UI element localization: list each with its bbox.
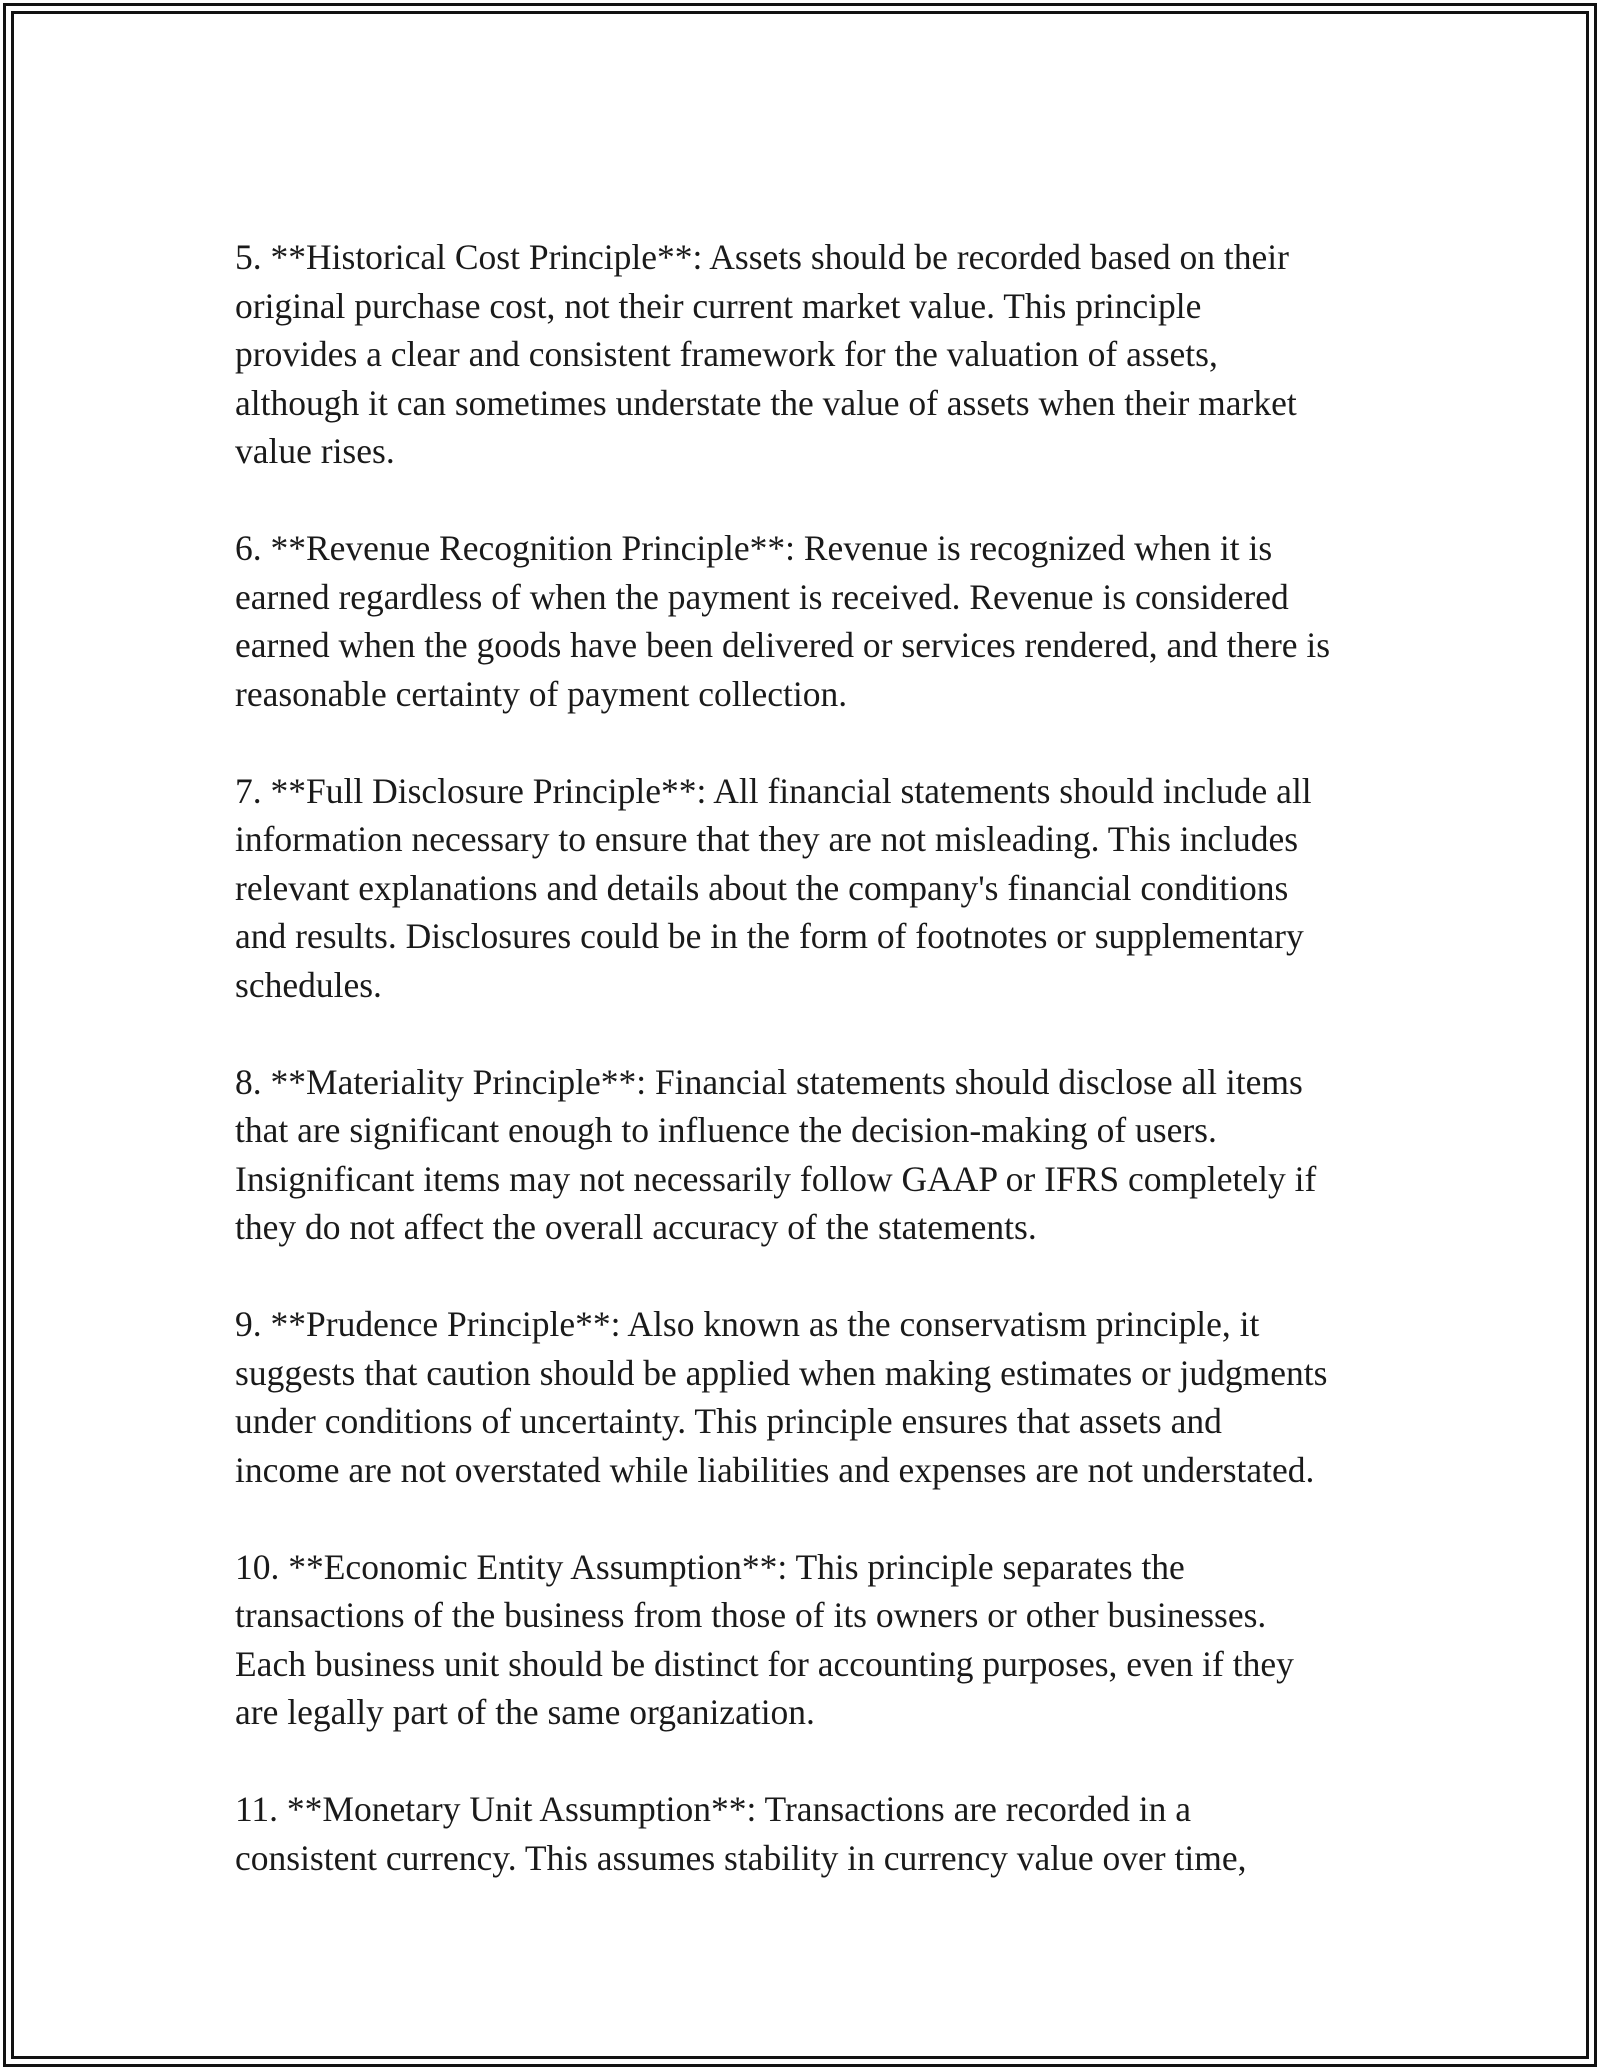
paragraph-full-disclosure (235, 767, 1375, 1010)
text-line: information necessary to ensure that they are not misleading. This includes (235, 819, 1299, 859)
text-line: that are significant enough to influence the decision-making of users. (235, 1110, 1217, 1150)
text-line: 7. **Full Disclosure Principle**: All financial statements should include all (235, 770, 1312, 811)
text-line: transactions of the business from those of its owners or other businesses. (235, 1595, 1267, 1635)
document-body (235, 233, 1375, 1931)
text-line: suggests that caution should be applied when making estimates or judgments (235, 1352, 1328, 1393)
text-line: provides a clear and consistent framework for the valuation of assets, (235, 334, 1218, 374)
paragraph-revenue-recognition (235, 524, 1375, 718)
paragraph-economic-entity (235, 1543, 1375, 1737)
text-line: income are not overstated while liabilities and expenses are not understated. (235, 1449, 1315, 1490)
text-line: Each business unit should be distinct for accounting purposes, even if they (235, 1643, 1294, 1684)
text-line: relevant explanations and details about the company's financial conditions (235, 867, 1289, 908)
text-line: 5. **Historical Cost Principle**: Assets should be recorded based on their (235, 237, 1289, 277)
text-line: reasonable certainty of payment collection. (235, 673, 848, 714)
text-line: under conditions of uncertainty. This principle ensures that assets and (235, 1401, 1222, 1441)
paragraph-monetary-unit (235, 1785, 1375, 1882)
text-line: and results. Disclosures could be in the form of footnotes or supplementary (235, 916, 1304, 956)
text-line: schedules. (235, 964, 382, 1005)
text-line: value rises. (235, 431, 395, 471)
text-line: earned when the goods have been delivered or services rendered, and there is (235, 625, 1331, 665)
text-line: consistent currency. This assumes stability in currency value over time, (235, 1837, 1247, 1878)
paragraph-prudence (235, 1300, 1375, 1494)
text-line: original purchase cost, not their current market value. This principle (235, 285, 1202, 326)
text-line: 10. **Economic Entity Assumption**: This principle separates the (235, 1546, 1185, 1587)
paragraph-materiality (235, 1058, 1375, 1252)
text-line: earned regardless of when the payment is received. Revenue is considered (235, 576, 1289, 617)
text-line: 9. **Prudence Principle**: Also known as the conservatism principle, it (235, 1304, 1260, 1344)
text-line: 6. **Revenue Recognition Principle**: Revenue is recognized when it is (235, 528, 1273, 568)
text-line: although it can sometimes understate the value of assets when their market (235, 382, 1297, 423)
text-line: 8. **Materiality Principle**: Financial statements should disclose all items (235, 1061, 1303, 1102)
text-line: are legally part of the same organization. (235, 1692, 815, 1732)
paragraph-historical-cost (235, 233, 1375, 476)
text-line: they do not affect the overall accuracy of the statements. (235, 1207, 1037, 1247)
text-line: Insignificant items may not necessarily follow GAAP or IFRS completely if (235, 1158, 1317, 1199)
text-line: 11. **Monetary Unit Assumption**: Transactions are recorded in a (235, 1789, 1192, 1829)
